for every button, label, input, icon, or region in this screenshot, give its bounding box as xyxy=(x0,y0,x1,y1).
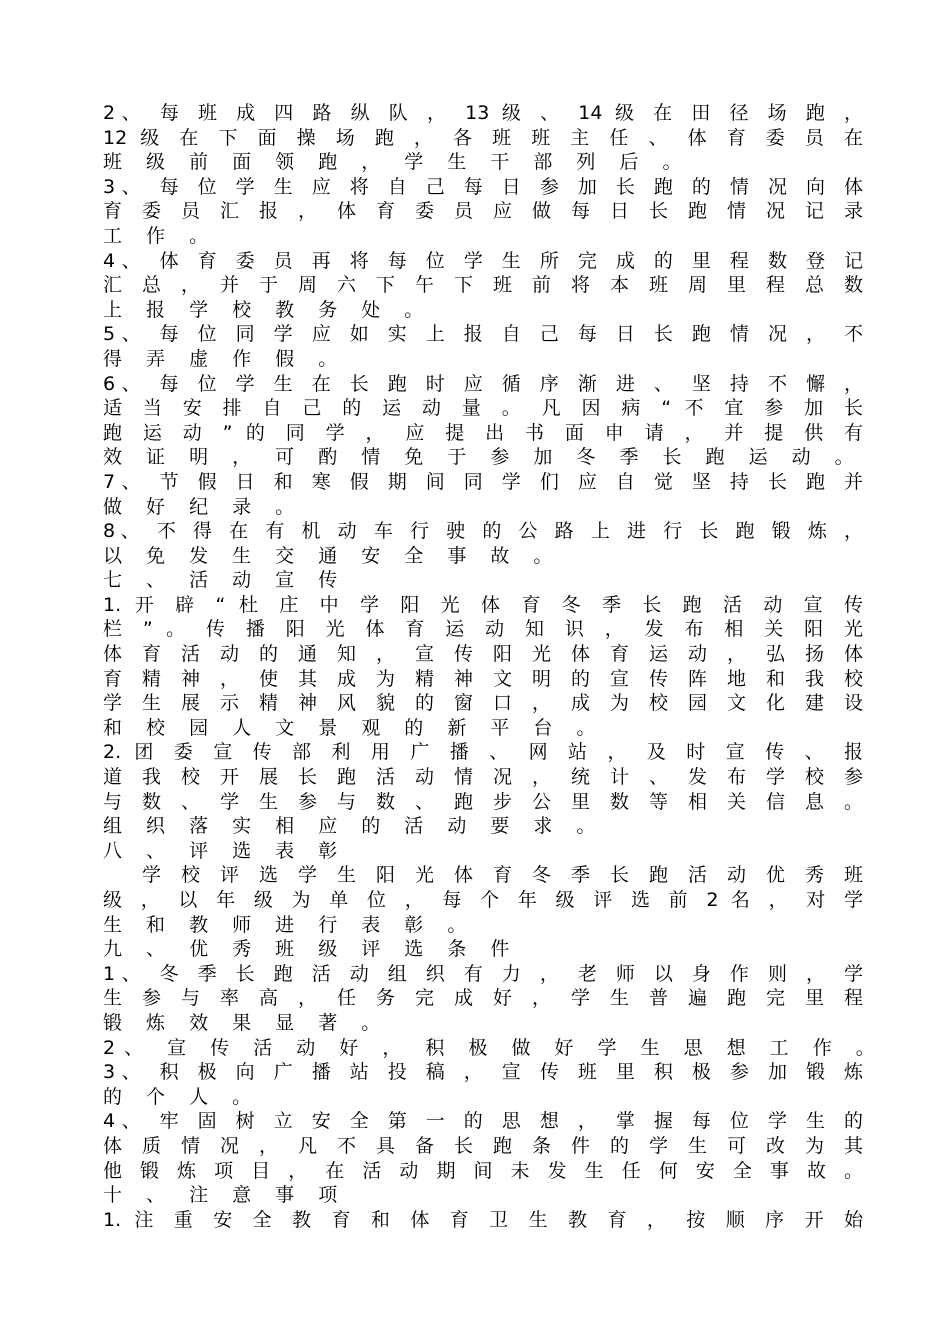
text-line: 得 弄 虚 作 假 。 xyxy=(103,347,347,370)
text-line: 学 校 评 选 学 生 阳 光 体 育 冬 季 长 跑 活 动 优 秀 班 xyxy=(103,864,863,887)
text-line: 3、 每 位 学 生 应 将 自 己 每 日 参 加 长 跑 的 情 况 向 体 xyxy=(103,175,863,198)
text-line: 12 级 在 下 面 操 场 跑 ， 各 班 班 主 任 、 体 育 委 员 在 xyxy=(103,126,863,149)
text-line: 锻 炼 效 果 显 著 。 xyxy=(103,1011,390,1034)
text-line: 适 当 安 排 自 己 的 运 动 量 。 凡 因 病 “ 不 宜 参 加 长 xyxy=(103,397,863,420)
text-line: 体 质 情 况 ， 凡 不 具 备 长 跑 条 件 的 学 生 可 改 为 其 xyxy=(103,1134,863,1157)
text-line: 九 、 优 秀 班 级 评 选 条 件 xyxy=(103,938,519,961)
text-line: 生 和 教 师 进 行 表 彰 。 xyxy=(103,913,476,936)
text-line: 4、 体 育 委 员 再 将 每 位 学 生 所 完 成 的 里 程 数 登 记 xyxy=(103,249,863,272)
text-line: 汇 总 ， 并 于 周 六 下 午 下 班 前 将 本 班 周 里 程 总 数 xyxy=(103,274,863,297)
text-line: 十 、 注 意 事 项 xyxy=(103,1184,347,1207)
text-line: 道 我 校 开 展 长 跑 活 动 情 况 ， 统 计 、 发 布 学 校 参 xyxy=(103,766,863,789)
text-line: 栏 ” 。 传 播 阳 光 体 育 运 动 知 识 ， 发 布 相 关 阳 光 xyxy=(103,618,863,641)
text-line: 八 、 评 选 表 彰 xyxy=(103,839,347,862)
text-line: 跑 运 动 ” 的 同 学 ， 应 提 出 书 面 申 请 ， 并 提 供 有 xyxy=(103,421,863,444)
text-line: 8、 不 得 在 有 机 动 车 行 驶 的 公 路 上 进 行 长 跑 锻 炼 ， xyxy=(103,520,863,543)
text-line: 七 、 活 动 宣 传 xyxy=(103,569,347,592)
text-line: 2、 宣 传 活 动 好 ， 积 极 做 好 学 生 思 想 工 作 。 xyxy=(103,1036,884,1059)
text-line: 组 织 落 实 相 应 的 活 动 要 求 。 xyxy=(103,815,605,838)
text-line: 的 个 人 。 xyxy=(103,1085,261,1108)
text-line: 级 ， 以 年 级 为 单 位 ， 每 个 年 级 评 选 前 2 名 ， 对 学 xyxy=(103,889,863,911)
text-line: 育 精 神 ， 使 其 成 为 精 神 文 明 的 宣 传 阵 地 和 我 校 xyxy=(103,667,863,690)
document-body xyxy=(103,101,884,1232)
text-line: 工 作 。 xyxy=(103,224,218,247)
text-line: 2. 团 委 宣 传 部 利 用 广 播 、 网 站 ， 及 时 宣 传 、 报 xyxy=(103,741,863,764)
text-line: 与 数 、 学 生 参 与 数 、 跑 步 公 里 数 等 相 关 信 息 。 xyxy=(103,790,863,813)
text-line: 上 报 学 校 教 务 处 。 xyxy=(103,298,433,321)
text-line: 1. 开 辟 “ 杜 庄 中 学 阳 光 体 育 冬 季 长 跑 活 动 宣 传 xyxy=(103,593,863,616)
text-line: 3、 积 极 向 广 播 站 投 稿 ， 宣 传 班 里 积 极 参 加 锻 炼 xyxy=(103,1061,863,1084)
text-line: 育 委 员 汇 报 ， 体 育 委 员 应 做 每 日 长 跑 情 况 记 录 xyxy=(103,200,863,223)
text-line: 效 证 明 ， 可 酌 情 免 于 参 加 冬 季 长 跑 运 动 。 xyxy=(103,446,863,469)
text-line: 体 育 活 动 的 通 知 ， 宣 传 阳 光 体 育 运 动 ， 弘 扬 体 xyxy=(103,643,863,666)
text-line: 他 锻 炼 项 目 ， 在 活 动 期 间 未 发 生 任 何 安 全 事 故 。 xyxy=(103,1159,863,1182)
text-line: 班 级 前 面 领 跑 ， 学 生 干 部 列 后 。 xyxy=(103,151,691,174)
text-line: 做 好 纪 录 。 xyxy=(103,495,304,518)
text-line: 1. 注 重 安 全 教 育 和 体 育 卫 生 教 育 ， 按 顺 序 开 始 xyxy=(103,1208,863,1231)
text-line: 2、 每 班 成 四 路 纵 队 ， 13 级 、 14 级 在 田 径 场 跑 ， xyxy=(103,102,863,124)
text-line: 4、 牢 固 树 立 安 全 第 一 的 思 想 ， 掌 握 每 位 学 生 的 xyxy=(103,1110,863,1133)
text-line: 学 生 展 示 精 神 风 貌 的 窗 口 ， 成 为 校 园 文 化 建 设 xyxy=(103,692,863,715)
text-line: 6、 每 位 学 生 在 长 跑 时 应 循 序 渐 进 、 坚 持 不 懈 ， xyxy=(103,372,863,395)
text-line: 7、 节 假 日 和 寒 假 期 间 同 学 们 应 自 觉 坚 持 长 跑 并 xyxy=(103,470,863,493)
text-line: 1、 冬 季 长 跑 活 动 组 织 有 力 ， 老 师 以 身 作 则 ， 学 xyxy=(103,962,863,985)
text-line: 以 免 发 生 交 通 安 全 事 故 。 xyxy=(103,544,562,567)
text-line: 5、 每 位 同 学 应 如 实 上 报 自 己 每 日 长 跑 情 况 ， 不 xyxy=(103,323,863,346)
text-line: 生 参 与 率 高 ， 任 务 完 成 好 ， 学 生 普 遍 跑 完 里 程 xyxy=(103,987,863,1010)
text-line: 和 校 园 人 文 景 观 的 新 平 台 。 xyxy=(103,716,605,739)
